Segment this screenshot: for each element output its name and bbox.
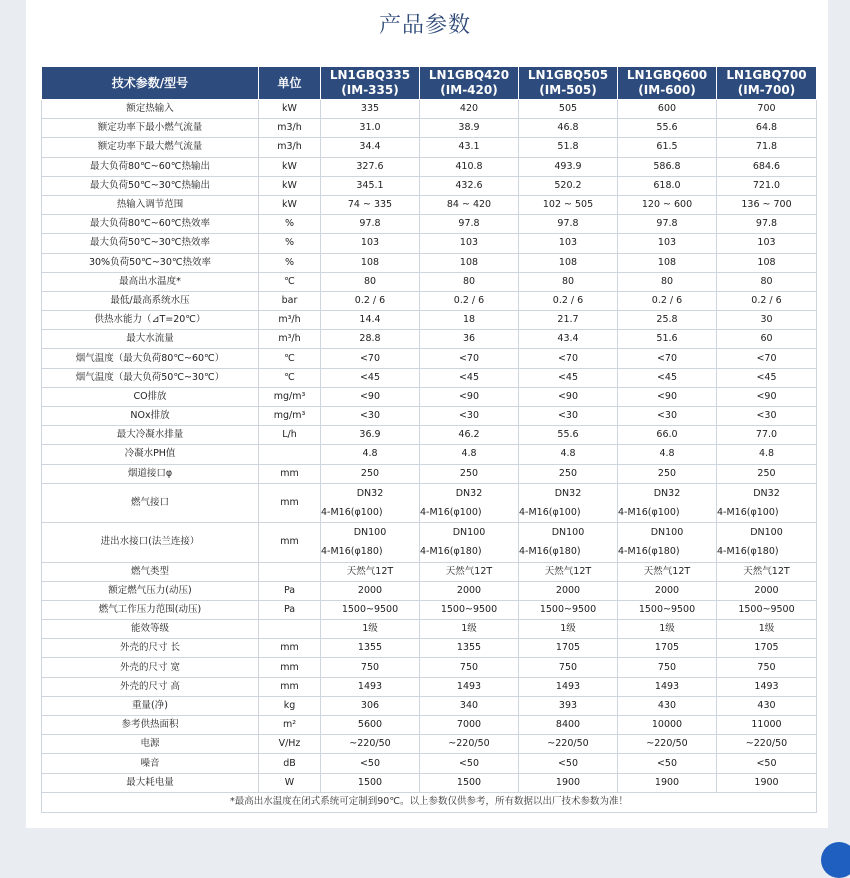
- param-value: <70: [519, 349, 618, 368]
- param-unit: [259, 620, 321, 639]
- param-unit: kg: [259, 696, 321, 715]
- param-unit: mm: [259, 639, 321, 658]
- param-value: 66.0: [618, 426, 717, 445]
- param-value: 11000: [717, 716, 817, 735]
- table-row: [42, 157, 817, 176]
- param-value: 345.1: [321, 176, 420, 195]
- header-unit: 单位: [259, 67, 321, 100]
- param-value: 505: [519, 100, 618, 119]
- param-value: <90: [717, 387, 817, 406]
- param-value: 43.4: [519, 330, 618, 349]
- param-value: 天然气12T: [420, 562, 519, 581]
- param-value: 77.0: [717, 426, 817, 445]
- param-label: 额定燃气压力(动压): [42, 581, 259, 600]
- param-value: <70: [717, 349, 817, 368]
- param-label: 额定热输入: [42, 100, 259, 119]
- param-value: ~220/50: [717, 735, 817, 754]
- param-unit: V/Hz: [259, 735, 321, 754]
- param-value: <50: [519, 754, 618, 773]
- param-label: CO排放: [42, 387, 259, 406]
- param-value: 2000: [321, 581, 420, 600]
- param-unit: mm: [259, 523, 321, 562]
- param-label: 额定功率下最小燃气流量: [42, 119, 259, 138]
- table-row: [42, 291, 817, 310]
- param-unit: [259, 445, 321, 464]
- param-unit: mm: [259, 658, 321, 677]
- table-row: [42, 464, 817, 483]
- param-value: 31.0: [321, 119, 420, 138]
- param-value: 天然气12T: [717, 562, 817, 581]
- param-value: 38.9: [420, 119, 519, 138]
- param-value: 432.6: [420, 176, 519, 195]
- table-row: [42, 234, 817, 253]
- param-value: 1500~9500: [420, 600, 519, 619]
- param-unit: kW: [259, 100, 321, 119]
- param-label: 外壳的尺寸 长: [42, 639, 259, 658]
- param-value: 10000: [618, 716, 717, 735]
- param-unit: %: [259, 253, 321, 272]
- param-value: 1705: [618, 639, 717, 658]
- param-value: <70: [321, 349, 420, 368]
- param-value: 1493: [618, 677, 717, 696]
- param-value: 1493: [321, 677, 420, 696]
- table-header-row: [42, 67, 817, 100]
- param-label: 燃气类型: [42, 562, 259, 581]
- param-value: DN32 4-M16(φ100): [321, 483, 420, 522]
- param-value: 天然气12T: [519, 562, 618, 581]
- param-label: 供热水能力（⊿T=20℃）: [42, 311, 259, 330]
- param-label: 能效等级: [42, 620, 259, 639]
- param-label: 最大负荷80℃~60℃热输出: [42, 157, 259, 176]
- param-value: 97.8: [717, 215, 817, 234]
- param-value: 335: [321, 100, 420, 119]
- table-row: [42, 176, 817, 195]
- param-unit: m³/h: [259, 330, 321, 349]
- param-value: 28.8: [321, 330, 420, 349]
- param-label: 最低/最高系统水压: [42, 291, 259, 310]
- table-row: [42, 581, 817, 600]
- table-row: [42, 215, 817, 234]
- param-value: DN32 4-M16(φ100): [420, 483, 519, 522]
- param-value: 108: [618, 253, 717, 272]
- table-row: [42, 349, 817, 368]
- param-value: 80: [519, 272, 618, 291]
- param-value: 4.8: [519, 445, 618, 464]
- table-row: [42, 677, 817, 696]
- param-value: 327.6: [321, 157, 420, 176]
- param-unit: W: [259, 773, 321, 792]
- param-value: 1705: [519, 639, 618, 658]
- param-label: 最大冷凝水排量: [42, 426, 259, 445]
- table-row: [42, 523, 817, 562]
- param-value: 102 ~ 505: [519, 195, 618, 214]
- param-value: DN100 4-M16(φ180): [420, 523, 519, 562]
- param-label: 最大负荷50℃~30℃热效率: [42, 234, 259, 253]
- param-value: ~220/50: [321, 735, 420, 754]
- param-value: 1500~9500: [321, 600, 420, 619]
- param-label: 最大水流量: [42, 330, 259, 349]
- param-value: 420: [420, 100, 519, 119]
- param-label: 最大负荷80℃~60℃热效率: [42, 215, 259, 234]
- param-value: 721.0: [717, 176, 817, 195]
- param-unit: Pa: [259, 581, 321, 600]
- table-row: [42, 754, 817, 773]
- param-value: 4.8: [321, 445, 420, 464]
- param-value: ~220/50: [519, 735, 618, 754]
- footnote: *最高出水温度在闭式系统可定制到90℃。以上参数仅供参考，所有数据以出厂技术参数为准！: [42, 792, 817, 812]
- param-value: 250: [717, 464, 817, 483]
- header-model: LN1GBQ420 (IM-420): [420, 67, 519, 100]
- header-model: LN1GBQ600 (IM-600): [618, 67, 717, 100]
- param-value: 1级: [519, 620, 618, 639]
- param-unit: mm: [259, 483, 321, 522]
- table-row: [42, 138, 817, 157]
- param-value: 1493: [519, 677, 618, 696]
- param-label: 冷凝水PH值: [42, 445, 259, 464]
- table-row: [42, 658, 817, 677]
- param-value: 1500~9500: [717, 600, 817, 619]
- param-value: <45: [519, 368, 618, 387]
- param-unit: L/h: [259, 426, 321, 445]
- param-unit: m3/h: [259, 138, 321, 157]
- param-value: DN100 4-M16(φ180): [519, 523, 618, 562]
- param-value: DN32 4-M16(φ100): [717, 483, 817, 522]
- param-value: 1级: [717, 620, 817, 639]
- param-value: 340: [420, 696, 519, 715]
- param-value: DN32 4-M16(φ100): [519, 483, 618, 522]
- param-unit: %: [259, 215, 321, 234]
- param-value: DN100 4-M16(φ180): [717, 523, 817, 562]
- param-value: 7000: [420, 716, 519, 735]
- param-value: 80: [321, 272, 420, 291]
- param-value: 55.6: [618, 119, 717, 138]
- param-value: 71.8: [717, 138, 817, 157]
- param-value: DN32 4-M16(φ100): [618, 483, 717, 522]
- spec-table: [41, 66, 817, 813]
- table-row: [42, 311, 817, 330]
- param-value: 0.2 / 6: [618, 291, 717, 310]
- param-value: 410.8: [420, 157, 519, 176]
- table-row: [42, 368, 817, 387]
- param-unit: kW: [259, 157, 321, 176]
- param-value: 97.8: [618, 215, 717, 234]
- param-label: 烟道接口φ: [42, 464, 259, 483]
- param-value: 520.2: [519, 176, 618, 195]
- param-label: 燃气接口: [42, 483, 259, 522]
- param-value: 天然气12T: [618, 562, 717, 581]
- table-row: [42, 445, 817, 464]
- param-value: <30: [618, 407, 717, 426]
- param-value: 493.9: [519, 157, 618, 176]
- param-value: 1500: [321, 773, 420, 792]
- floating-button[interactable]: [821, 842, 850, 878]
- param-value: 430: [618, 696, 717, 715]
- param-value: 2000: [717, 581, 817, 600]
- param-value: <90: [321, 387, 420, 406]
- param-unit: m³/h: [259, 311, 321, 330]
- param-value: 1493: [717, 677, 817, 696]
- table-row: [42, 100, 817, 119]
- param-value: 250: [519, 464, 618, 483]
- param-label: 额定功率下最大燃气流量: [42, 138, 259, 157]
- param-value: 600: [618, 100, 717, 119]
- param-value: <50: [420, 754, 519, 773]
- param-value: 46.2: [420, 426, 519, 445]
- param-value: <90: [420, 387, 519, 406]
- table-row: [42, 620, 817, 639]
- param-unit: kW: [259, 195, 321, 214]
- param-value: 30: [717, 311, 817, 330]
- param-value: 1级: [420, 620, 519, 639]
- param-unit: m²: [259, 716, 321, 735]
- param-value: <70: [420, 349, 519, 368]
- param-value: 2000: [420, 581, 519, 600]
- param-value: 8400: [519, 716, 618, 735]
- param-value: 108: [519, 253, 618, 272]
- param-value: 750: [519, 658, 618, 677]
- param-value: <90: [618, 387, 717, 406]
- param-value: 2000: [618, 581, 717, 600]
- param-label: 噪音: [42, 754, 259, 773]
- param-value: 136 ~ 700: [717, 195, 817, 214]
- param-value: 103: [519, 234, 618, 253]
- param-value: 103: [321, 234, 420, 253]
- param-value: 18: [420, 311, 519, 330]
- param-value: 74 ~ 335: [321, 195, 420, 214]
- param-value: 120 ~ 600: [618, 195, 717, 214]
- param-value: ~220/50: [420, 735, 519, 754]
- param-value: 108: [420, 253, 519, 272]
- param-value: 80: [618, 272, 717, 291]
- table-row: [42, 387, 817, 406]
- param-label: 参考供热面积: [42, 716, 259, 735]
- header-model: LN1GBQ700 (IM-700): [717, 67, 817, 100]
- param-unit: %: [259, 234, 321, 253]
- table-row: [42, 426, 817, 445]
- param-value: 2000: [519, 581, 618, 600]
- param-value: 250: [420, 464, 519, 483]
- footnote-row: [42, 792, 817, 812]
- param-value: 1355: [321, 639, 420, 658]
- param-value: <45: [420, 368, 519, 387]
- param-value: 103: [717, 234, 817, 253]
- param-unit: m3/h: [259, 119, 321, 138]
- param-label: 最高出水温度*: [42, 272, 259, 291]
- table-row: [42, 407, 817, 426]
- param-value: 60: [717, 330, 817, 349]
- param-value: DN100 4-M16(φ180): [618, 523, 717, 562]
- param-value: 天然气12T: [321, 562, 420, 581]
- param-value: 84 ~ 420: [420, 195, 519, 214]
- table-row: [42, 600, 817, 619]
- param-value: <50: [618, 754, 717, 773]
- param-value: <45: [618, 368, 717, 387]
- param-value: 25.8: [618, 311, 717, 330]
- param-value: 0.2 / 6: [519, 291, 618, 310]
- param-value: 750: [321, 658, 420, 677]
- param-value: 0.2 / 6: [420, 291, 519, 310]
- param-value: <30: [420, 407, 519, 426]
- param-value: 1级: [618, 620, 717, 639]
- param-value: 700: [717, 100, 817, 119]
- param-value: 80: [717, 272, 817, 291]
- param-value: 430: [717, 696, 817, 715]
- param-value: 61.5: [618, 138, 717, 157]
- table-row: [42, 696, 817, 715]
- param-value: <45: [717, 368, 817, 387]
- param-value: 4.8: [420, 445, 519, 464]
- param-value: 0.2 / 6: [717, 291, 817, 310]
- param-label: 最大负荷50℃~30℃热输出: [42, 176, 259, 195]
- param-value: 34.4: [321, 138, 420, 157]
- param-value: 393: [519, 696, 618, 715]
- param-unit: ℃: [259, 368, 321, 387]
- param-label: 最大耗电量: [42, 773, 259, 792]
- param-value: 80: [420, 272, 519, 291]
- param-label: 热输入调节范围: [42, 195, 259, 214]
- table-row: [42, 330, 817, 349]
- param-label: NOx排放: [42, 407, 259, 426]
- header-param: 技术参数/型号: [42, 67, 259, 100]
- table-row: [42, 716, 817, 735]
- param-unit: mg/m³: [259, 407, 321, 426]
- param-value: 684.6: [717, 157, 817, 176]
- page-title: 产品参数: [378, 13, 471, 38]
- param-value: 103: [618, 234, 717, 253]
- param-value: 306: [321, 696, 420, 715]
- param-value: 1355: [420, 639, 519, 658]
- param-value: 1500~9500: [519, 600, 618, 619]
- param-unit: Pa: [259, 600, 321, 619]
- param-value: 750: [717, 658, 817, 677]
- param-unit: dB: [259, 754, 321, 773]
- table-row: [42, 562, 817, 581]
- param-value: <50: [717, 754, 817, 773]
- param-value: 51.8: [519, 138, 618, 157]
- param-label: 30%负荷50℃~30℃热效率: [42, 253, 259, 272]
- param-value: 51.6: [618, 330, 717, 349]
- table-row: [42, 773, 817, 792]
- param-value: 1500: [420, 773, 519, 792]
- param-value: 1705: [717, 639, 817, 658]
- table-row: [42, 253, 817, 272]
- param-value: 43.1: [420, 138, 519, 157]
- param-value: 618.0: [618, 176, 717, 195]
- param-value: 97.8: [420, 215, 519, 234]
- param-value: 97.8: [519, 215, 618, 234]
- header-model: LN1GBQ335 (IM-335): [321, 67, 420, 100]
- table-row: [42, 272, 817, 291]
- param-value: 36: [420, 330, 519, 349]
- param-unit: bar: [259, 291, 321, 310]
- param-value: 108: [717, 253, 817, 272]
- param-value: 1493: [420, 677, 519, 696]
- param-label: 烟气温度（最大负荷80℃~60℃）: [42, 349, 259, 368]
- param-value: <50: [321, 754, 420, 773]
- table-row: [42, 735, 817, 754]
- param-value: 4.8: [717, 445, 817, 464]
- param-value: DN100 4-M16(φ180): [321, 523, 420, 562]
- header-model: LN1GBQ505 (IM-505): [519, 67, 618, 100]
- param-value: 64.8: [717, 119, 817, 138]
- param-label: 烟气温度（最大负荷50℃~30℃）: [42, 368, 259, 387]
- param-unit: mm: [259, 677, 321, 696]
- param-value: 5600: [321, 716, 420, 735]
- table-row: [42, 195, 817, 214]
- param-unit: ℃: [259, 272, 321, 291]
- param-value: 1900: [618, 773, 717, 792]
- param-value: 1900: [519, 773, 618, 792]
- param-value: <70: [618, 349, 717, 368]
- param-label: 电源: [42, 735, 259, 754]
- param-value: <30: [321, 407, 420, 426]
- param-value: <90: [519, 387, 618, 406]
- param-value: 103: [420, 234, 519, 253]
- param-unit: kW: [259, 176, 321, 195]
- param-value: 14.4: [321, 311, 420, 330]
- param-label: 进出水接口(法兰连接）: [42, 523, 259, 562]
- param-value: 36.9: [321, 426, 420, 445]
- param-value: 108: [321, 253, 420, 272]
- param-value: ~220/50: [618, 735, 717, 754]
- param-unit: ℃: [259, 349, 321, 368]
- param-value: 21.7: [519, 311, 618, 330]
- param-value: <45: [321, 368, 420, 387]
- param-value: 250: [321, 464, 420, 483]
- param-label: 外壳的尺寸 高: [42, 677, 259, 696]
- param-unit: mg/m³: [259, 387, 321, 406]
- param-value: 55.6: [519, 426, 618, 445]
- param-value: <30: [519, 407, 618, 426]
- param-unit: mm: [259, 464, 321, 483]
- param-value: 97.8: [321, 215, 420, 234]
- param-value: <30: [717, 407, 817, 426]
- param-value: 586.8: [618, 157, 717, 176]
- param-value: 750: [420, 658, 519, 677]
- param-value: 250: [618, 464, 717, 483]
- param-unit: [259, 562, 321, 581]
- param-value: 1500~9500: [618, 600, 717, 619]
- param-value: 0.2 / 6: [321, 291, 420, 310]
- param-label: 燃气工作压力范围(动压): [42, 600, 259, 619]
- param-label: 外壳的尺寸 宽: [42, 658, 259, 677]
- table-row: [42, 483, 817, 522]
- param-value: 1900: [717, 773, 817, 792]
- param-value: 4.8: [618, 445, 717, 464]
- param-value: 46.8: [519, 119, 618, 138]
- param-label: 重量(净): [42, 696, 259, 715]
- table-row: [42, 639, 817, 658]
- param-value: 1级: [321, 620, 420, 639]
- param-value: 750: [618, 658, 717, 677]
- table-row: [42, 119, 817, 138]
